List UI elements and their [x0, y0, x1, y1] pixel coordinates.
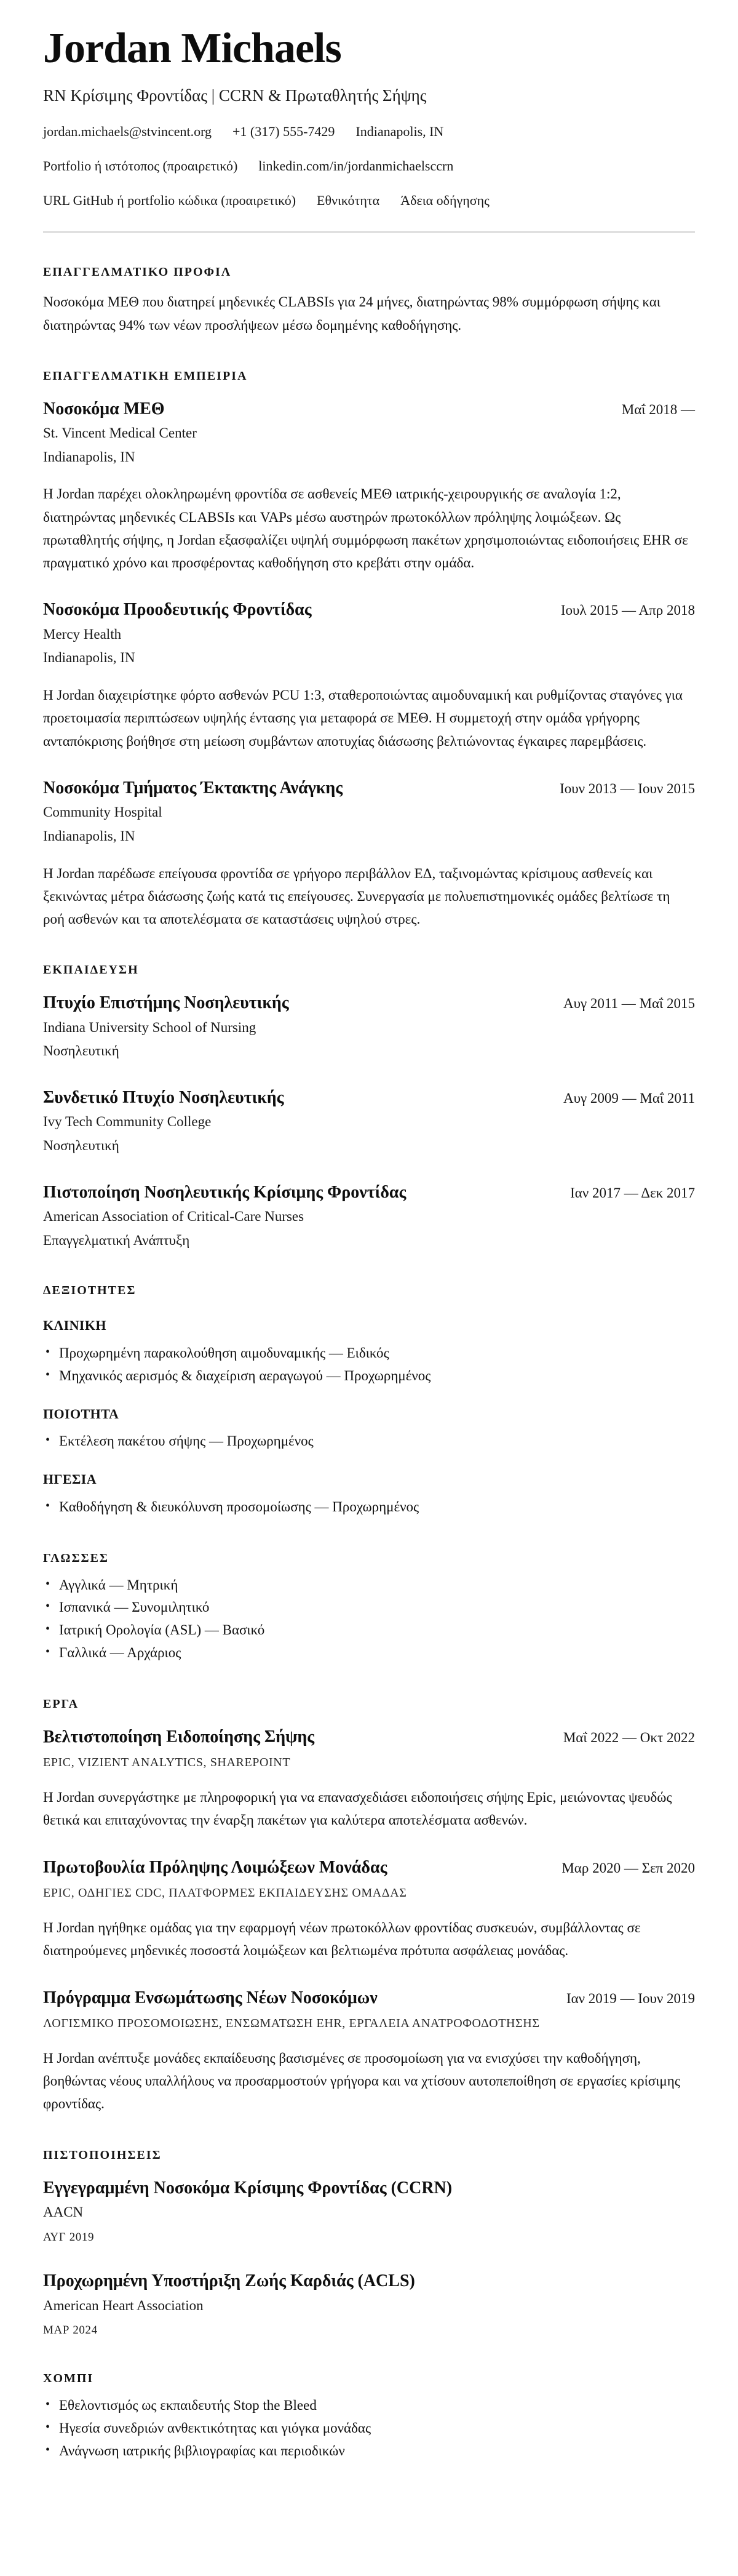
job-company: Community Hospital [43, 804, 162, 820]
project-stack: EPIC, ΟΔΗΓΙΕΣ CDC, ΠΛΑΤΦΟΡΜΕΣ ΕΚΠΑΙΔΕΥΣΗΣ ΟΜΑΔΑΣ [43, 1886, 407, 1900]
job-description: Η Jordan παρέχει ολοκληρωμένη φροντίδα σε ασθενείς ΜΕΘ ιατρικής-χειρουργικής σε αναλογία 1:2, διατηρώντας μηδενικές CLABSIs και VAPs μέσω αυστηρών πρωτοκόλλων πρόληψης λοιμώξεων. Ως πρωταθλητής σήψης, η Jordan εξασφαλίζει υψηλή συμμόρφωση πακέτων χρησιμοποιώντας ειδοποιήσεις EHR σε πραγματικό χρόνο και προσφέροντας καθοδήγηση στο κρεβάτι στην ομάδα. [43, 486, 688, 571]
certification-org: AACN [43, 2204, 84, 2220]
certification-title: Προχωρημένη Υποστήριξη Ζωής Καρδιάς (ACLS) [43, 2271, 415, 2291]
job-title: Νοσοκόμα Τμήματος Έκτακτης Ανάγκης [43, 778, 343, 798]
skills-group-clinical: ΚΛΙΝΙΚΗ [43, 1318, 106, 1334]
education-field: Νοσηλευτική [43, 1043, 119, 1059]
education-field: Νοσηλευτική [43, 1137, 119, 1153]
project-dates: Μαΐ 2022 — Οκτ 2022 [563, 1729, 695, 1745]
skills-heading: ΔΕΞΙΟΤΗΤΕΣ [43, 1284, 137, 1298]
skill-item: • Προχωρημένη παρακολούθηση αιμοδυναμικής — Ειδικός [59, 1342, 695, 1365]
education-dates: Ιαν 2017 — Δεκ 2017 [570, 1185, 695, 1201]
hobby-item: • Ηγεσία συνεδριών ανθεκτικότητας και γιόγκα μονάδας [59, 2417, 695, 2440]
education-entry [43, 1182, 695, 1252]
contact-row-1 [43, 123, 695, 141]
project-title: Βελτιστοποίηση Ειδοποίησης Σήψης [43, 1727, 315, 1746]
section-projects [43, 1695, 695, 2116]
project-description: Η Jordan ηγήθηκε ομάδας για την εφαρμογή νέων πρωτοκόλλων φροντίδας συσκευών, συμβάλλοντας σε διατηρούμενες μηδενικές ποσοστά λοιμώξεων και βελτιωμένα πρότυπα ασφάλειας μονάδας. [43, 1920, 641, 1959]
education-title: Συνδετικό Πτυχίο Νοσηλευτικής [43, 1087, 284, 1107]
section-profile [43, 263, 695, 337]
education-header [43, 1087, 695, 1109]
hobby-item: • Εθελοντισμός ως εκπαιδευτής Stop the Bleed [59, 2394, 695, 2417]
contact-row-2 [43, 158, 695, 175]
profile-text: Νοσοκόμα ΜΕΘ που διατηρεί μηδενικές CLABSIs για 24 μήνες, διατηρώντας 98% συμμόρφωση σήψης και διατηρώντας 94% των νέων προσλήψεων μέσω δομημένης καθοδήγησης. [43, 294, 661, 333]
certification-date: ΑΥΓ 2019 [43, 2230, 95, 2244]
project-description: Η Jordan συνεργάστηκε με πληροφορική για να επανασχεδιάσει ειδοποιήσεις σήψης Epic, μειώνοντας ψευδώς θετικά και επιταχύνοντας την έναρξη πακέτων για καλύτερα αποτελέσματα ασθενών. [43, 1790, 672, 1828]
job-company: Mercy Health [43, 626, 122, 642]
contact-github-placeholder: URL GitHub ή portfolio κώδικα (προαιρετικό) [43, 192, 296, 208]
certification-org: American Heart Association [43, 2297, 204, 2313]
project-entry [43, 1857, 695, 1962]
skills-list-leadership [43, 1496, 695, 1519]
section-hobbies [43, 2370, 695, 2462]
project-stack: ΛΟΓΙΣΜΙΚΟ ΠΡΟΣΟΜΟΙΩΣΗΣ, ΕΝΣΩΜΑΤΩΣΗ EHR, ΕΡΓΑΛΕΙΑ ΑΝΑΤΡΟΦΟΔΟΤΗΣΗΣ [43, 2016, 540, 2030]
education-heading: ΕΚΠΑΙΔΕΥΣΗ [43, 963, 139, 977]
certification-entry [43, 2177, 695, 2246]
education-school: American Association of Critical-Care Nurses [43, 1209, 304, 1225]
skill-item: • Εκτέλεση πακέτου σήψης — Προχωρημένος [59, 1430, 695, 1453]
project-header [43, 1726, 695, 1748]
profile-heading: ΕΠΑΓΓΕΛΜΑΤΙΚΟ ΠΡΟΦΙΛ [43, 265, 232, 279]
education-field: Επαγγελματική Ανάπτυξη [43, 1232, 190, 1248]
job-entry [43, 777, 695, 930]
certification-entry [43, 2270, 695, 2339]
job-entry [43, 398, 695, 575]
language-item: • Ισπανικά — Συνομιλητικό [59, 1596, 695, 1619]
project-title: Πρόγραμμα Ενσωμάτωσης Νέων Νοσοκόμων [43, 1988, 378, 2007]
candidate-title: RN Κρίσιμης Φροντίδας | CCRN & Πρωταθλητής Σήψης [43, 86, 427, 105]
resume-header [43, 25, 695, 233]
job-location: Indianapolis, IN [43, 449, 135, 465]
education-school: Indiana University School of Nursing [43, 1019, 256, 1035]
hobbies-list [43, 2394, 695, 2462]
project-entry [43, 1726, 695, 1832]
hobby-item: • Ανάγνωση ιατρικής βιβλιογραφίας και περιοδικών [59, 2440, 695, 2463]
language-item: • Αγγλικά — Μητρική [59, 1574, 695, 1597]
certification-title: Εγγεγραμμένη Νοσοκόμα Κρίσιμης Φροντίδας (CCRN) [43, 2178, 453, 2198]
education-dates: Αυγ 2009 — Μαΐ 2011 [563, 1090, 695, 1106]
contact-linkedin: linkedin.com/in/jordanmichaelsccrn [258, 158, 454, 174]
project-entry [43, 1987, 695, 2116]
education-header [43, 1182, 695, 1204]
projects-heading: ΕΡΓΑ [43, 1697, 79, 1711]
job-header [43, 398, 695, 420]
education-title: Πιστοποίηση Νοσηλευτικής Κρίσιμης Φροντίδας [43, 1182, 407, 1202]
project-header [43, 1857, 695, 1879]
contact-driving-license: Άδεια οδήγησης [400, 192, 490, 208]
hobbies-heading: ΧΟΜΠΙ [43, 2371, 94, 2385]
education-school: Ivy Tech Community College [43, 1114, 212, 1130]
job-header [43, 599, 695, 621]
project-dates: Ιαν 2019 — Ιουν 2019 [566, 1990, 695, 2006]
project-title: Πρωτοβουλία Πρόληψης Λοιμώξεων Μονάδας [43, 1857, 387, 1877]
section-languages [43, 1550, 695, 1665]
job-title: Νοσοκόμα ΜΕΘ [43, 399, 165, 418]
section-experience [43, 367, 695, 931]
languages-list [43, 1574, 695, 1665]
project-dates: Μαρ 2020 — Σεπ 2020 [561, 1860, 695, 1876]
certification-date: ΜΑΡ 2024 [43, 2324, 98, 2337]
experience-heading: ΕΠΑΓΓΕΛΜΑΤΙΚΗ ΕΜΠΕΙΡΙΑ [43, 369, 248, 383]
contact-location: Indianapolis, IN [355, 124, 444, 140]
education-title: Πτυχίο Επιστήμης Νοσηλευτικής [43, 993, 289, 1013]
contact-portfolio-placeholder: Portfolio ή ιστότοπος (προαιρετικό) [43, 158, 238, 174]
job-location: Indianapolis, IN [43, 650, 135, 666]
job-company: St. Vincent Medical Center [43, 425, 197, 441]
project-description: Η Jordan ανέπτυξε μονάδες εκπαίδευσης βασισμένες σε προσομοίωση για να ενισχύσει την καθοδήγηση, βοηθώντας νέους υπαλλήλους να προσαρμοστούν γρήγορα και να χτίσουν αυτοπεποίθηση σε εργασίες κρίσιμης φροντίδας. [43, 2050, 680, 2112]
certifications-heading: ΠΙΣΤΟΠΟΙΗΣΕΙΣ [43, 2148, 162, 2162]
section-certifications [43, 2146, 695, 2339]
job-dates: Ιουλ 2015 — Απρ 2018 [560, 602, 695, 618]
job-location: Indianapolis, IN [43, 828, 135, 844]
job-dates: Ιουν 2013 — Ιουν 2015 [560, 780, 695, 796]
contact-row-3 [43, 192, 695, 210]
contact-email: jordan.michaels@stvincent.org [43, 124, 212, 140]
education-header [43, 992, 695, 1014]
skills-list-quality [43, 1430, 695, 1453]
project-header [43, 1987, 695, 2009]
project-stack: EPIC, VIZIENT ANALYTICS, SHAREPOINT [43, 1756, 291, 1770]
job-dates: Μαΐ 2018 — [621, 401, 695, 417]
section-skills [43, 1282, 695, 1518]
skills-group-quality: ΠΟΙΟΤΗΤΑ [43, 1406, 119, 1422]
contact-nationality: Εθνικότητα [317, 192, 380, 208]
language-item: • Γαλλικά — Αρχάριος [59, 1642, 695, 1665]
job-description: Η Jordan διαχειρίστηκε φόρτο ασθενών PCU 1:3, σταθεροποιώντας αιμοδυναμική και ρυθμίζοντας σταγόνες για προετοιμασία περιπτώσεων υψηλής έντασης για μεταφορά σε ΜΕΘ. Η συμμετοχή στην ομάδα γρήγορης ανταπόκρισης βοήθησε στη μείωση συμβάντων αποτυχίας διάσωσης βελτιώνοντας έγκαιρες παρεμβάσεις. [43, 687, 683, 749]
skills-list-clinical [43, 1342, 695, 1388]
job-title: Νοσοκόμα Προοδευτικής Φροντίδας [43, 600, 312, 620]
education-entry [43, 992, 695, 1062]
language-item: • Ιατρική Ορολογία (ASL) — Βασικό [59, 1619, 695, 1642]
education-dates: Αυγ 2011 — Μαΐ 2015 [563, 996, 695, 1012]
job-header [43, 777, 695, 799]
skills-group-leadership: ΗΓΕΣΙΑ [43, 1471, 97, 1487]
education-entry [43, 1087, 695, 1157]
candidate-name: Jordan Michaels [43, 25, 341, 72]
header-divider [43, 231, 695, 233]
section-education [43, 961, 695, 1251]
skill-item: • Μηχανικός αερισμός & διαχείριση αεραγωγού — Προχωρημένος [59, 1365, 695, 1388]
contact-phone: +1 (317) 555-7429 [232, 124, 335, 140]
languages-heading: ΓΛΩΣΣΕΣ [43, 1551, 109, 1565]
job-entry [43, 599, 695, 752]
job-description: Η Jordan παρέδωσε επείγουσα φροντίδα σε γρήγορο περιβάλλον ΕΔ, ταξινομώντας κρίσιμους ασθενείς και ξεκινώντας μέτρα διάσωσης ζωής κατά τις επείγουσες. Συνεργασία με πολυεπιστημονικές ομάδες βελτίωσε τη ροή ασθενών και τα αποτελέσματα σε καταστάσεις υψηλού στρες. [43, 865, 670, 927]
skill-item: • Καθοδήγηση & διευκόλυνση προσομοίωσης — Προχωρημένος [59, 1496, 695, 1519]
